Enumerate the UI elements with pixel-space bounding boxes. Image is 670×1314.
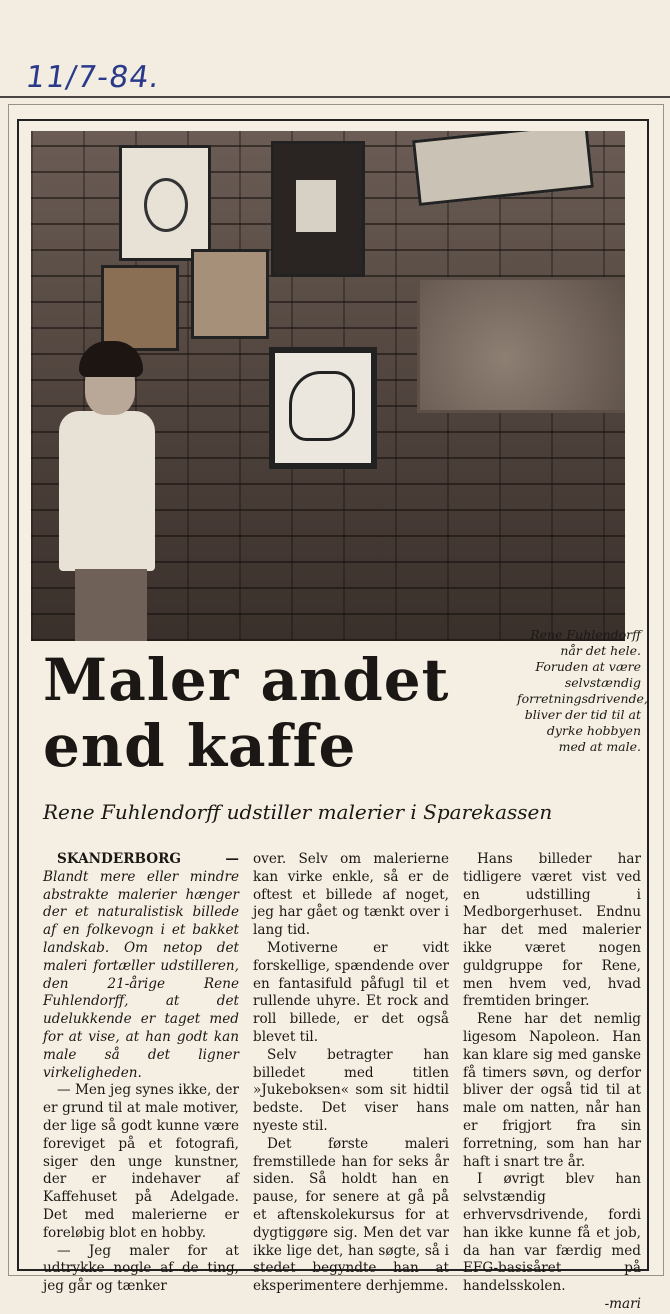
handwritten-date: 11/7-84. <box>23 60 163 95</box>
painting-frame <box>119 145 211 261</box>
lede-paragraph: SKANDERBORG — Blandt mere eller mindre abstrakte malerier hænger der et naturalistisk billede af en folkevogn i et bakket landskab. Om netop det maleri fortæller udstilleren, den 21-årige Rene Fuhlendorff, at det udelukkende er taget med for at vise, at han godt kan male så det ligner virkeligheden. <box>43 851 239 1081</box>
photo-caption: Rene Fuhlendorff når det hele. Foruden at være selvstændig forretningsdrivende, bliver der tid til at dyrke hobbyen med at male. <box>517 627 648 754</box>
artist-figure <box>49 341 159 641</box>
article-column-3 <box>463 851 641 1314</box>
newspaper-clipping <box>8 104 664 1312</box>
dateline: SKANDERBORG — <box>57 851 239 867</box>
painting-frame <box>412 131 594 206</box>
paragraph: I øvrigt blev han selvstændig erhvervsdrivende, fordi han ikke kunne få et job, da han var færdig med EFG-basisåret på handelsskolen. <box>463 1171 641 1295</box>
paragraph: Selv betragter han billedet med titlen »Jukeboksen« som sit hidtil bedste. Det viser hans nyeste stil. <box>253 1046 449 1134</box>
paragraph: Rene har det nemlig ligesom Napoleon. Han kan klare sig med ganske få timers søvn, og derfor bliver der også tid til at male om natten, når han er frigjort fra sin forretning, som han har haft i snart tre år. <box>463 1011 641 1170</box>
painting-frame <box>271 141 365 277</box>
article-column-2 <box>253 851 449 1296</box>
paragraph: Hans billeder har tidligere været vist ved en udstilling i Medborgerhuset. Endnu har det med malerier ikke været nogen guldgruppe for Rene, men hvem ved, hvad fremtiden bringer. <box>463 851 641 1010</box>
paragraph: Det første maleri fremstillede han for seks år siden. Så holdt han en pause, for senere at gå på et aftenskolekursus for at dygtiggøre sig. Men det var ikke lige det, han søgte, så i stedet begyndte han at eksperimentere derhjemme. <box>253 1135 449 1295</box>
author-signature: -mari <box>604 1295 641 1312</box>
paragraph: over. Selv om malerierne kan virke enkle, så er de oftest et billede af noget, jeg har gået og tænkt over i lang tid. <box>253 851 449 939</box>
paragraph: — Men jeg synes ikke, der er grund til at male motiver, der lige så godt kunne være foreviget på et fotografi, siger den unge kunstner, der er indehaver af Kaffehuset på Adelgade. Det med malerierne er foreløbig blot en hobby. <box>43 1082 239 1241</box>
painting-frame <box>269 347 377 469</box>
article-photo <box>31 131 625 641</box>
subheadline: Rene Fuhlendorff udstiller malerier i Sparekassen <box>43 800 553 824</box>
painting-frame <box>101 265 179 351</box>
headline: Maler andet end kaffe <box>43 646 450 780</box>
painting-frame <box>191 249 269 339</box>
painting-frame <box>417 277 625 413</box>
article-column-1 <box>43 851 239 1296</box>
paragraph: Motiverne er vidt forskellige, spændende over en fantasifuld påfugl til et rullende uhyre. Et rock and roll billede, er det også blevet til. <box>253 939 449 1045</box>
paragraph: — Jeg maler for at udtrykke nogle af de ting, jeg går og tænker <box>43 1242 239 1295</box>
clipping-top-rule <box>0 96 670 98</box>
